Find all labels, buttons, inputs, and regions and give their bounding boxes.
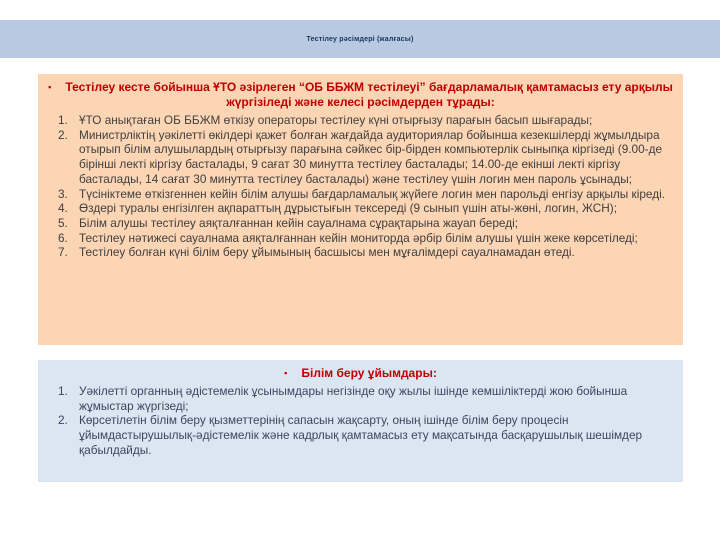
- item-number: 7.: [58, 245, 68, 260]
- testing-procedures-box: [38, 74, 683, 345]
- education-orgs-box: [38, 360, 683, 482]
- list-item: [48, 216, 673, 231]
- item-text: Тестілеу болған күні білім беру ұйымының басшысы мен мұғалімдері сауалнамадан өтеді.: [79, 245, 575, 260]
- list-item: [48, 113, 673, 128]
- item-number: 3.: [58, 186, 68, 201]
- square-bullet-icon: ▪: [48, 82, 52, 92]
- item-text: Министрліктің уәкілетті өкілдері қажет болған жағдайда аудиториялар бойынша кезекшілерді жұмылдыра отырып білім алушылардың отырғызу парағына сәйкес бір-бірден компьютерлік сыныпқа кіргізеді (9.00-де бірінші лекті кіргізу басталады, 9 сағат 30 минутта тестілеу басталады; 14.00-де екінші лекті кіргізу басталады, 14 сағат 30 минутта тестілеу басталады) және тестілеу үшін логин мен пароль ұсынады;: [79, 127, 663, 186]
- item-number: 5.: [58, 215, 68, 230]
- list-item: [48, 231, 673, 246]
- item-text: Білім алушы тестілеу аяқталғаннан кейін сауалнама сұрақтарына жауап береді;: [79, 215, 518, 230]
- slide-title: Тестілеу рәсімдері (жалғасы): [306, 35, 414, 43]
- item-text: Көрсетілетін білім беру қызметтерінің сапасын жақсарту, оның ішінде білім беру процесін ұйымдастырушылық-әдістемелік және кадрлық қамтамасыз ету мақсатында басқарушылық шешімдер қабылдайды.: [79, 413, 643, 457]
- item-text: Уәкілетті органның әдістемелік ұсынымдары негізінде оқу жылы ішінде кемшіліктерді жою бойынша жұмыстар жүргізеді;: [79, 384, 628, 413]
- item-text: ҰТО анықтаған ОБ ББЖМ өткізу операторы тестілеу күні отырғызу парағын басып шығарады;: [79, 113, 593, 127]
- orgs-box-heading-text: Білім беру ұйымдары:: [301, 366, 437, 380]
- testing-box-heading: [48, 80, 673, 110]
- item-number: 2.: [58, 413, 68, 428]
- item-text: Өздері туралы енгізілген ақпараттың дұрыстығын тексереді (9 сынып үшін аты-жөні, логин, ЖСН);: [79, 201, 617, 216]
- list-item: [48, 384, 673, 413]
- orgs-box-heading: [48, 366, 673, 381]
- list-item: [48, 128, 673, 187]
- item-text: Тестілеу нәтижесі сауалнама аяқталғаннан кейін мониторда әрбір білім алушы үшін жеке көрсетіледі;: [79, 230, 638, 245]
- item-number: 2.: [58, 127, 68, 142]
- list-item: [48, 245, 673, 260]
- slide-title-banner: [0, 20, 720, 58]
- item-text: Түсініктеме өткізгеннен кейін білім алушы бағдарламалық жүйеге логин мен парольді енгізу арқылы кіреді.: [79, 186, 665, 201]
- testing-procedures-list: [48, 113, 673, 260]
- item-number: 4.: [58, 201, 68, 216]
- item-number: 6.: [58, 230, 68, 245]
- list-item: [48, 201, 673, 216]
- testing-box-heading-text: Тестілеу кесте бойынша ҰТО әзірлеген “ОБ ББЖМ тестілеуі” бағдарламалық қамтамасыз ету арқылы жүргізіледі және келесі рәсімдерден тұрады:: [65, 80, 673, 109]
- square-bullet-icon: ▪: [284, 368, 288, 378]
- item-number: 1.: [58, 113, 68, 127]
- education-orgs-list: [48, 384, 673, 458]
- list-item: [48, 413, 673, 457]
- item-number: 1.: [58, 384, 68, 398]
- list-item: [48, 187, 673, 202]
